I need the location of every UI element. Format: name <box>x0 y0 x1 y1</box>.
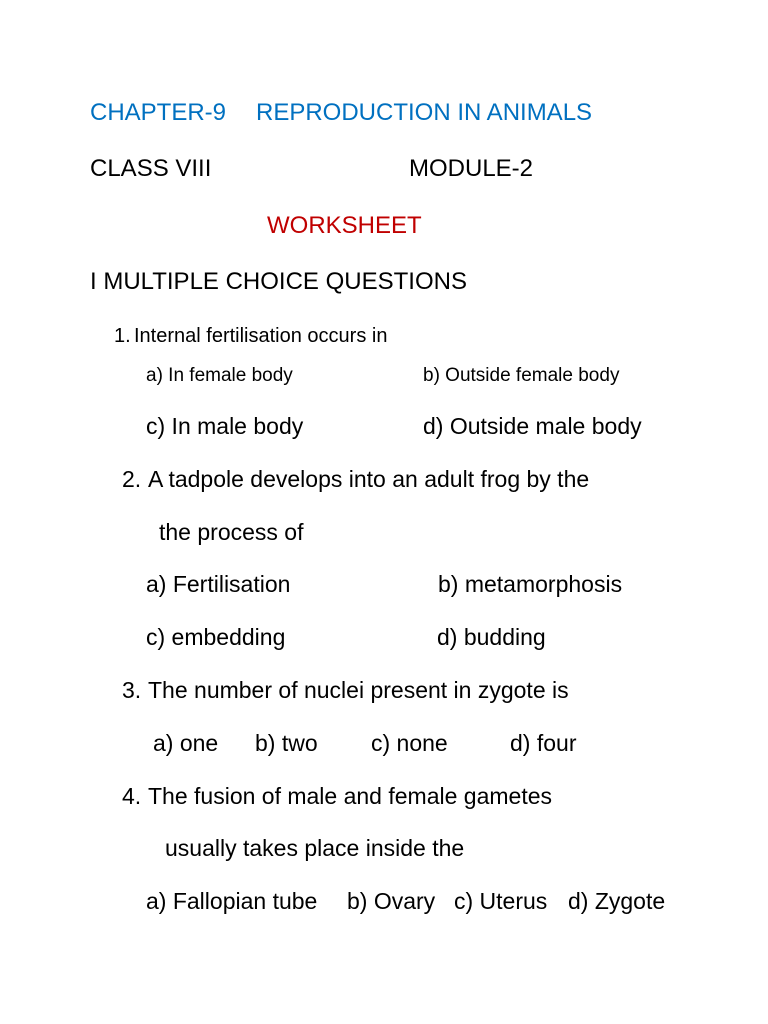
question-number-2: 2. <box>122 466 142 492</box>
question-1-option-c: c) In male body <box>146 413 304 439</box>
question-4-option-c: c) Uterus <box>454 888 548 914</box>
question-4-option-d: d) Zygote <box>568 888 666 914</box>
question-2-option-a: a) Fertilisation <box>146 571 291 597</box>
question-number-4: 4. <box>122 783 142 809</box>
question-4-option-b: b) Ovary <box>347 888 436 914</box>
question-text-2-continued: the process of <box>159 519 304 545</box>
module-label: MODULE-2 <box>409 155 534 182</box>
question-text-4: The fusion of male and female gametes <box>148 783 553 809</box>
question-number-1: 1. <box>114 325 131 347</box>
question-number-3: 3. <box>122 677 142 703</box>
chapter-title: REPRODUCTION IN ANIMALS <box>256 99 593 126</box>
question-2-option-c: c) embedding <box>146 624 286 650</box>
question-2-option-d: d) budding <box>437 624 546 650</box>
worksheet-title: WORKSHEET <box>267 212 422 239</box>
question-4-option-a: a) Fallopian tube <box>146 888 318 914</box>
question-3-option-a: a) one <box>153 730 219 756</box>
chapter-number: CHAPTER-9 <box>90 99 227 126</box>
question-3-option-c: c) none <box>371 730 448 756</box>
question-3-option-d: d) four <box>510 730 577 756</box>
question-1-option-a: a) In female body <box>146 365 293 386</box>
section-title: I MULTIPLE CHOICE QUESTIONS <box>90 268 467 295</box>
question-text-2: A tadpole develops into an adult frog by the <box>148 466 590 492</box>
question-text-1: Internal fertilisation occurs in <box>134 325 388 347</box>
question-3-option-b: b) two <box>255 730 318 756</box>
question-1-option-b: b) Outside female body <box>423 365 620 386</box>
question-1-option-d: d) Outside male body <box>423 413 642 439</box>
question-2-option-b: b) metamorphosis <box>438 571 623 597</box>
question-text-3: The number of nuclei present in zygote is <box>148 677 569 703</box>
class-label: CLASS VIII <box>90 155 212 182</box>
question-text-4-continued: usually takes place inside the <box>165 835 465 861</box>
